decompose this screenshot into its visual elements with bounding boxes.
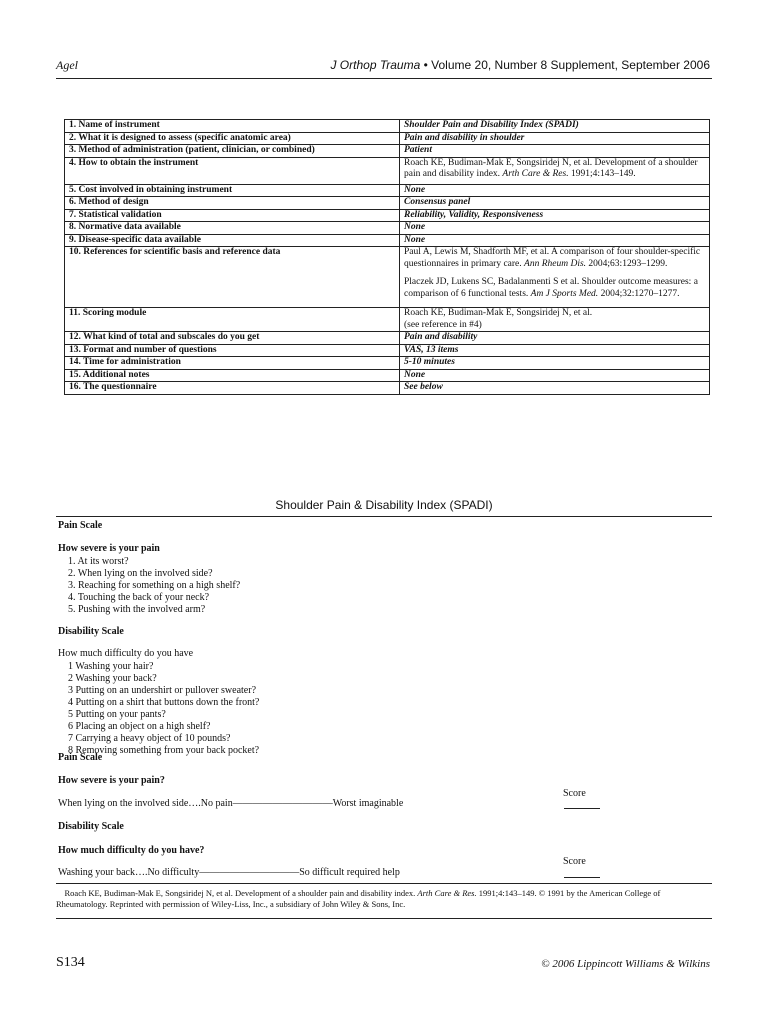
table-answer: See below (400, 382, 710, 395)
example-pain-line: When lying on the involved side….No pain——————————Worst imaginable (58, 798, 404, 809)
table-answer: Shoulder Pain and Disability Index (SPADI) (400, 120, 710, 133)
disability-item: 3 Putting on an undershirt or pullover sweater? (68, 685, 257, 696)
table-row (65, 197, 710, 210)
table-answer (400, 157, 710, 184)
table-question: 9. Disease-specific data available (65, 234, 400, 247)
pain-item: 1. At its worst? (68, 556, 129, 567)
table-question: 2. What it is designed to assess (specific anatomic area) (65, 132, 400, 145)
disability-scale-heading: Disability Scale (58, 626, 124, 637)
pain-score-blank (564, 808, 600, 809)
table-row (65, 184, 710, 197)
table-answer: VAS, 13 items (400, 344, 710, 357)
example-disability-question: How much difficulty do you have? (58, 845, 205, 856)
reference-tail: 2004;32:1270–1277. (600, 288, 680, 299)
instrument-table-body (65, 120, 710, 395)
table-answer: Pain and disability in shoulder (400, 132, 710, 145)
disability-score-blank (564, 877, 600, 878)
table-row (65, 120, 710, 133)
table-answer: None (400, 369, 710, 382)
form-title: Shoulder Pain & Disability Index (SPADI) (275, 498, 493, 512)
page-number: S134 (56, 955, 85, 970)
table-row (65, 145, 710, 158)
table-question: 6. Method of design (65, 197, 400, 210)
table-answer: Pain and disability (400, 332, 710, 345)
pain-items-list (58, 556, 240, 616)
table-row (65, 234, 710, 247)
table-answer: Consensus panel (400, 197, 710, 210)
disability-item: 5 Putting on your pants? (68, 709, 166, 720)
permission-citation (56, 888, 712, 910)
example-pain-question: How severe is your pain? (58, 775, 165, 786)
instrument-table (64, 119, 710, 395)
pain-item: 2. When lying on the involved side? (68, 568, 213, 579)
table-answer (400, 308, 710, 332)
table-question: 8. Normative data available (65, 222, 400, 235)
pain-item: 5. Pushing with the involved arm? (68, 604, 206, 615)
reference-tail: 1991;4:143–149. (570, 169, 636, 179)
reference-text: Placzek JD, Lukens SC, Badalanmenti S et al. Shoulder outcome measures: a comparison of 6 functional tests. (404, 277, 698, 299)
table-row (65, 382, 710, 395)
reference-journal: Am J Sports Med. (530, 288, 599, 299)
citation-text: Roach KE, Budiman-Mak E, Songsiridej N, et al. Development of a shoulder pain and disability index. (64, 888, 416, 898)
copyright-notice: © 2006 Lippincott Williams & Wilkins (541, 958, 710, 970)
running-head-author: Agel (56, 58, 78, 72)
table-question: 16. The questionnaire (65, 382, 400, 395)
disability-item: 8 Removing something from your back pocket? (68, 745, 260, 756)
disability-item: 7 Carrying a heavy object of 10 pounds? (68, 733, 231, 744)
reference-text: Roach KE, Budiman-Mak E, Songsiridej N, et al. Development of a shoulder pain and disability index. (404, 157, 698, 179)
disability-items-list (58, 661, 259, 757)
table-answer: None (400, 222, 710, 235)
disability-item: 6 Placing an object on a high shelf? (68, 721, 211, 732)
table-answer (400, 247, 710, 308)
example-disability-line: Washing your back….No difficulty——————————So difficult required help (58, 867, 400, 878)
reference-journal: Ann Rheum Dis. (524, 258, 587, 269)
table-row (65, 157, 710, 184)
header-rule (56, 78, 712, 79)
pain-score-label: Score (563, 788, 586, 799)
table-row (65, 332, 710, 345)
table-answer: 5-10 minutes (400, 357, 710, 370)
table-question: 7. Statistical validation (65, 209, 400, 222)
table-question: 15. Additional notes (65, 369, 400, 382)
disability-item: 1 Washing your hair? (68, 661, 154, 672)
reference-tail: 2004;63:1293–1299. (588, 258, 668, 269)
table-row (65, 247, 710, 308)
citation-tail: 1991;4:143–149. © 1991 by the American College of Rheumatology. Reprinted with permission of Wiley-Liss, Inc., a subsidiary of John Wiley & Sons, Inc. (56, 888, 661, 909)
citation-bottom-rule (56, 918, 712, 919)
table-question: 13. Format and number of questions (65, 344, 400, 357)
journal-issue: • Volume 20, Number 8 Supplement, September 2006 (423, 58, 710, 72)
citation-journal: Arth Care & Res. (417, 888, 477, 898)
table-answer: None (400, 234, 710, 247)
table-row (65, 369, 710, 382)
reference-paragraph (404, 247, 705, 270)
reference-journal: Arth Care & Res. (502, 169, 569, 179)
disability-score-label: Score (563, 856, 586, 867)
table-row (65, 209, 710, 222)
table-question: 3. Method of administration (patient, clinician, or combined) (65, 145, 400, 158)
table-answer: None (400, 184, 710, 197)
table-row (65, 132, 710, 145)
table-row (65, 357, 710, 370)
form-title-rule (56, 516, 712, 517)
table-question: 5. Cost involved in obtaining instrument (65, 184, 400, 197)
table-row (65, 222, 710, 235)
pain-item: 4. Touching the back of your neck? (68, 592, 210, 603)
table-question: 4. How to obtain the instrument (65, 157, 400, 184)
pain-item: 3. Reaching for something on a high shelf? (68, 580, 241, 591)
reference-paragraph (404, 277, 705, 300)
example-pain-heading: Pain Scale (58, 752, 103, 763)
table-question: 14. Time for administration (65, 357, 400, 370)
pain-question: How severe is your pain (58, 543, 160, 554)
disability-item: 2 Washing your back? (68, 673, 157, 684)
running-head-journal (330, 58, 710, 72)
disability-item: 4 Putting on a shirt that buttons down the front? (68, 697, 260, 708)
table-answer: Patient (400, 145, 710, 158)
reference-tail: (see reference in #4) (404, 319, 482, 330)
table-answer: Reliability, Validity, Responsiveness (400, 209, 710, 222)
table-question: 11. Scoring module (65, 308, 400, 332)
disability-question: How much difficulty do you have (58, 648, 194, 659)
journal-name: J Orthop Trauma (330, 58, 421, 72)
reference-text: Paul A, Lewis M, Shadforth MF, et al. A comparison of four shoulder-specific questionnaires in primary care. (404, 247, 701, 269)
table-question: 1. Name of instrument (65, 120, 400, 133)
table-question: 12. What kind of total and subscales do you get (65, 332, 400, 345)
reference-text: Roach KE, Budiman-Mak E, Songsiridej N, et al. (404, 308, 593, 318)
table-row (65, 308, 710, 332)
table-question: 10. References for scientific basis and reference data (65, 247, 400, 308)
example-disability-heading: Disability Scale (58, 821, 124, 832)
pain-scale-heading: Pain Scale (58, 520, 103, 531)
citation-top-rule (56, 883, 712, 884)
table-row (65, 344, 710, 357)
